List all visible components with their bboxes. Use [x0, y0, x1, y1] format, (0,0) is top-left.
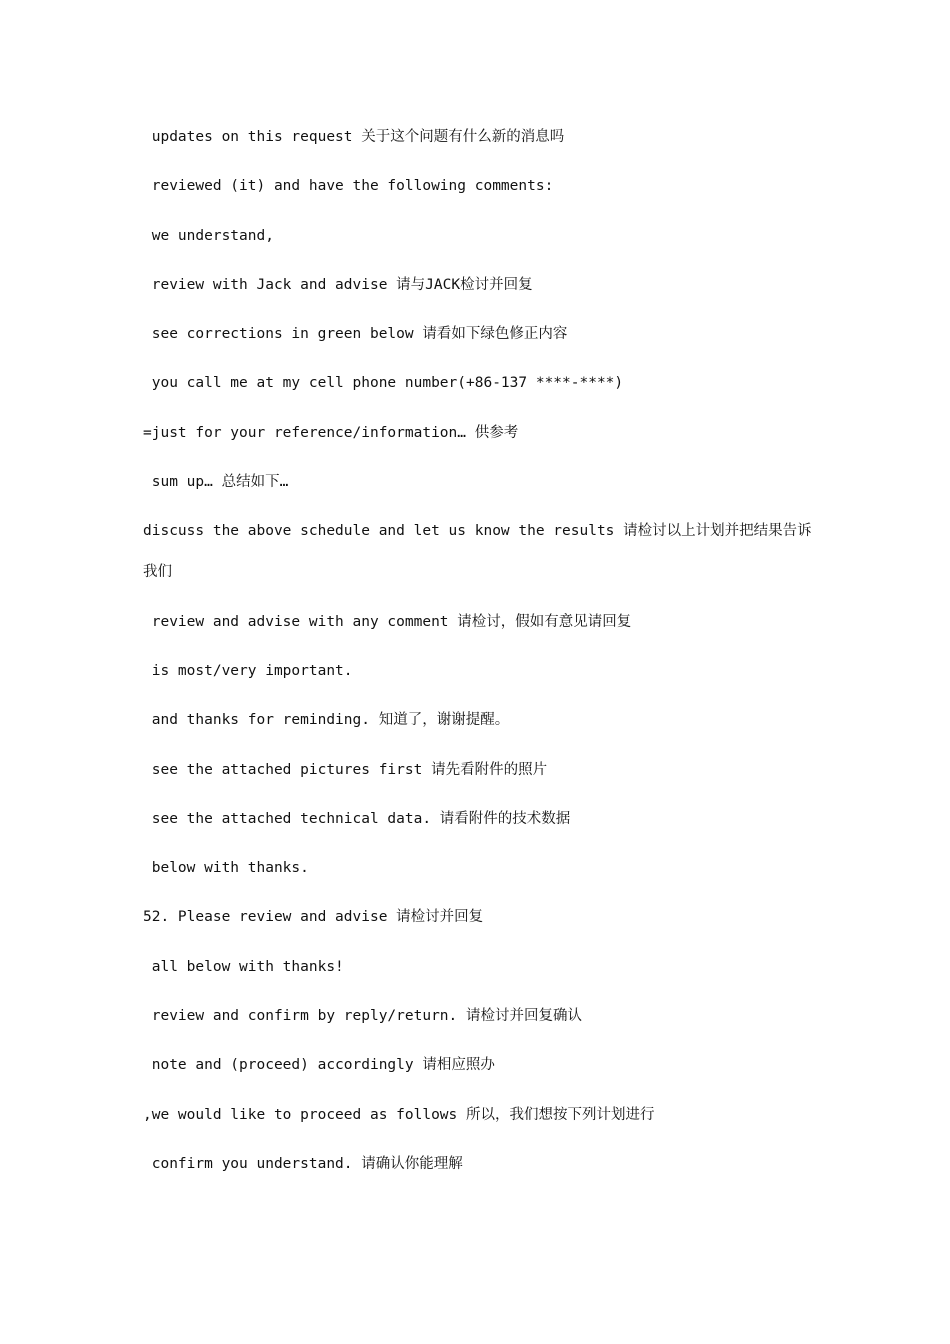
text-line: is most/very important.	[143, 663, 353, 679]
text-line: note and (proceed) accordingly 请相应照办	[143, 1057, 495, 1073]
text-line: see the attached technical data. 请看附件的技术数据	[143, 811, 571, 827]
text-line: review and advise with any comment 请检讨，假如有意见请回复	[143, 614, 632, 630]
text-line: see the attached pictures first 请先看附件的照片	[143, 762, 548, 778]
text-line: updates on this request 关于这个问题有什么新的消息吗	[143, 129, 565, 145]
text-line: review with Jack and advise 请与JACK检讨并回复	[143, 277, 533, 293]
text-line: below with thanks.	[143, 860, 309, 876]
text-line: 52. Please review and advise 请检讨并回复	[143, 909, 484, 925]
text-line: all below with thanks!	[143, 959, 344, 975]
text-line: and thanks for reminding. 知道了，谢谢提醒。	[143, 712, 510, 728]
text-line: confirm you understand. 请确认你能理解	[143, 1156, 463, 1172]
text-line: =just for your reference/information… 供参考	[143, 425, 519, 441]
text-line: review and confirm by reply/return. 请检讨并回复确认	[143, 1008, 582, 1024]
text-line: see corrections in green below 请看如下绿色修正内容	[143, 326, 568, 342]
text-line: discuss the above schedule and let us know the results 请检讨以上计划并把结果告诉我们	[143, 523, 812, 580]
text-line: reviewed (it) and have the following comments:	[143, 178, 554, 194]
text-line: you call me at my cell phone number(+86-137 ****-****)	[143, 375, 624, 391]
text-line: sum up… 总结如下…	[143, 474, 289, 490]
text-line: we understand,	[143, 228, 274, 244]
text-line: ,we would like to proceed as follows 所以，我们想按下列计划进行	[143, 1107, 655, 1123]
